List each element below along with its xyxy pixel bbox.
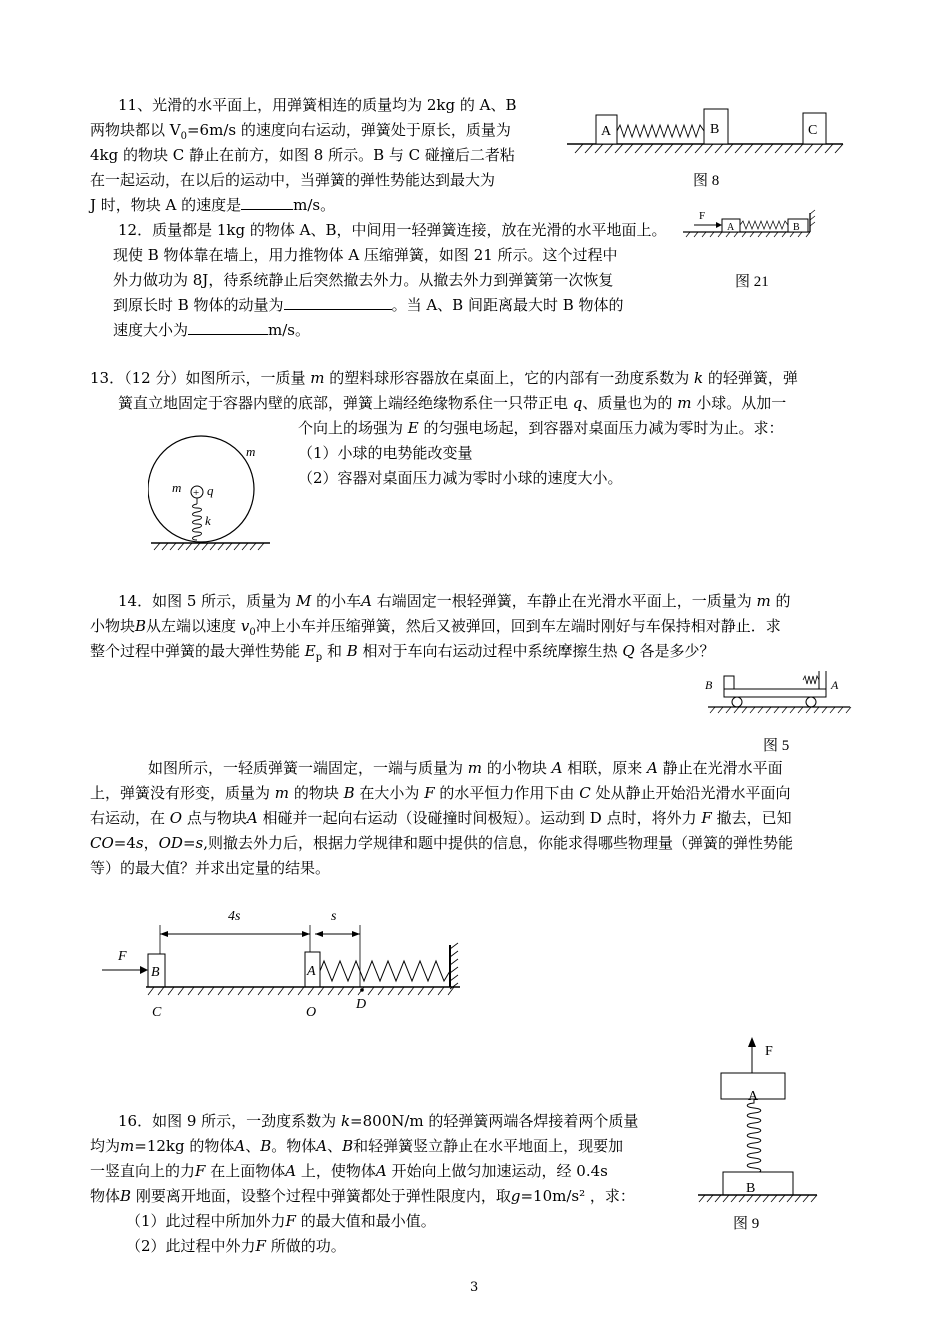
label-f: F xyxy=(765,1044,773,1059)
q11-line-4: 在一起运动，在以后的运动中，当弹簧的弹性势能达到最大为 xyxy=(90,171,496,189)
q16-line-3: 一竖直向上的力F 在上面物体A 上，使物体A 开始向上做匀加速运动，经 0.4s xyxy=(90,1162,608,1180)
wheel-icon xyxy=(732,697,742,707)
spring-icon xyxy=(617,125,704,137)
q12-line-1: 12．质量都是 1kg 的物体 A、B，中间用一轻弹簧连接，放在光滑的水平地面上。 xyxy=(118,221,667,239)
label-b: B xyxy=(705,678,713,692)
spring-icon xyxy=(747,1099,761,1177)
figure-5 xyxy=(700,667,860,755)
label-k: k xyxy=(205,513,211,528)
q12-line-2: 现使 B 物体靠在墙上，用力推物体 A 压缩弹簧，如图 21 所示。这个过程中 xyxy=(113,246,618,264)
label-f: F xyxy=(118,949,127,964)
label-c: C xyxy=(808,123,818,138)
label-b: B xyxy=(151,965,160,980)
block-b xyxy=(724,676,734,689)
spring-icon xyxy=(193,504,202,540)
q13-line-2: 簧直立地固定于容器内壁的底部，弹簧上端经绝缘物系住一只带正电 q、质量也为的 m 小球。从加一 xyxy=(118,394,787,412)
figure-q13-container xyxy=(148,432,283,557)
label-f: F xyxy=(699,210,706,222)
q11-line-2: 两物块都以 $V_0=6m/s$ 的速度向右运动，弹簧处于原长，质量为 xyxy=(90,121,511,142)
figure-21-caption: 图 21 xyxy=(735,274,769,290)
label-b: B xyxy=(793,222,800,233)
q15-line-1: 如图所示，一轻质弹簧一端固定，一端与质量为 m 的小物块 A 相联，原来 A 静止在光滑水平面 xyxy=(148,759,783,777)
figure-5-caption: 图 5 xyxy=(763,738,790,754)
q13-line-4: （1）小球的电势能改变量 xyxy=(298,444,473,462)
label-a: A xyxy=(601,124,612,139)
label-o: O xyxy=(306,1005,317,1020)
q13-line-1: 13．（12 分）如图所示，一质量 m 的塑料球形容器放在桌面上，它的内部有一劲度系数为 k 的轻弹簧，弹 xyxy=(90,369,798,387)
q13-line-3: 个向上的场强为 E 的匀强电场起，到容器对桌面压力减为零时为止。求： xyxy=(298,419,784,437)
q16-line-1: 16．如图 9 所示，一劲度系数为 k=800N/m 的轻弹簧两端各焊接着两个质量 xyxy=(118,1112,639,1130)
q11-line-1: 11、光滑的水平面上，用弹簧相连的质量均为 2kg 的 A、B xyxy=(118,96,517,114)
label-a: A xyxy=(831,678,839,692)
label-4s: 4s xyxy=(228,909,241,924)
q15-line-4: CO=4s，OD=s,则撤去外力后，根据力学规律和题中提供的信息，你能求得哪些物理量（弹簧的弹性势能 xyxy=(90,834,794,852)
q11-line-5: J 时，物块 A 的速度是 m/s。 xyxy=(90,193,335,217)
q15-line-2: 上，弹簧没有形变，质量为 m 的物块 B 在大小为 F 的水平恒力作用下由 C 处从静止开始沿光滑水平面向 xyxy=(90,784,791,802)
q16-line-4: 物体B 刚要离开地面，设整个过程中弹簧都处于弹性限度内，取g=10m/s² ，求： xyxy=(90,1187,635,1205)
q13-line-5: （2）容器对桌面压力减为零时小球的速度大小。 xyxy=(298,469,623,487)
wheel-icon xyxy=(806,697,816,707)
figure-q15 xyxy=(98,905,473,1023)
figure-21 xyxy=(680,205,830,295)
q12-line-3: 外力做功为 8J，待系统静止后突然撤去外力。从撤去外力到弹簧第一次恢复 xyxy=(113,271,614,289)
plus-icon: + xyxy=(193,487,200,499)
q14-line-2: 小物块B从左端以速度 $v_0$冲上小车并压缩弹簧，然后又被弹回，回到车左端时刚好与车保持相对静止．求 xyxy=(90,617,781,638)
figure-8 xyxy=(563,103,853,198)
figure-9 xyxy=(695,1035,830,1245)
q15-line-3: 右运动，在 O 点与物块A 相碰并一起向右运动（设碰撞时间极短）。运动到 D 点时，将外力 F 撤去，已知 xyxy=(90,809,792,827)
spring-icon xyxy=(803,676,819,684)
spring-icon xyxy=(740,221,788,229)
q16-line-5: （1）此过程中所加外力F 的最大值和最小值。 xyxy=(126,1212,436,1230)
label-m-ball: m xyxy=(172,480,182,495)
spring-icon xyxy=(320,961,450,981)
label-c: C xyxy=(152,1005,162,1020)
point-d xyxy=(360,988,364,992)
q12-momentum-blank xyxy=(284,293,392,310)
q15-line-5: 等）的最大值？并求出定量的结果。 xyxy=(90,859,331,877)
label-m-container: m xyxy=(246,444,256,459)
label-d: D xyxy=(356,997,367,1012)
label-q: q xyxy=(207,483,214,498)
q11-line-3: 4kg 的物块 C 静止在前方，如图 8 所示。B 与 C 碰撞后二者粘 xyxy=(90,146,515,164)
figure-9-caption: 图 9 xyxy=(733,1216,760,1232)
label-b: B xyxy=(746,1181,756,1196)
label-a: A xyxy=(748,1089,759,1104)
q14-line-3: 整个过程中弹簧的最大弹性势能 $E_p$ 和 B 相对于车向右运动过程中系统摩擦生热 Q 各是多少？ xyxy=(90,642,715,663)
q12-speed-blank xyxy=(188,318,268,335)
label-a: A xyxy=(307,964,316,979)
q11-answer-blank xyxy=(241,193,293,210)
figure-8-caption: 图 8 xyxy=(693,173,720,189)
label-b: B xyxy=(710,122,720,137)
q16-line-6: （2）此过程中外力F 所做的功。 xyxy=(126,1237,346,1255)
q14-line-1: 14．如图 5 所示，质量为 M 的小车A 右端固定一根轻弹簧，车静止在光滑水平面上，一质量为 m 的 xyxy=(118,592,791,610)
label-a: A xyxy=(727,222,735,233)
q12-line-5: 速度大小为 m/s。 xyxy=(113,318,310,342)
q16-line-2: 均为m=12kg 的物体A、B。物体A、B和轻弹簧竖立静止在水平地面上，现要加 xyxy=(90,1137,624,1155)
block-b xyxy=(723,1172,793,1195)
cart-body xyxy=(724,689,826,697)
q12-line-4: 到原长时 B 物体的动量为 。当 A、B 间距离最大时 B 物体的 xyxy=(113,293,624,317)
label-s: s xyxy=(331,909,337,924)
page-number: 3 xyxy=(470,1280,479,1295)
